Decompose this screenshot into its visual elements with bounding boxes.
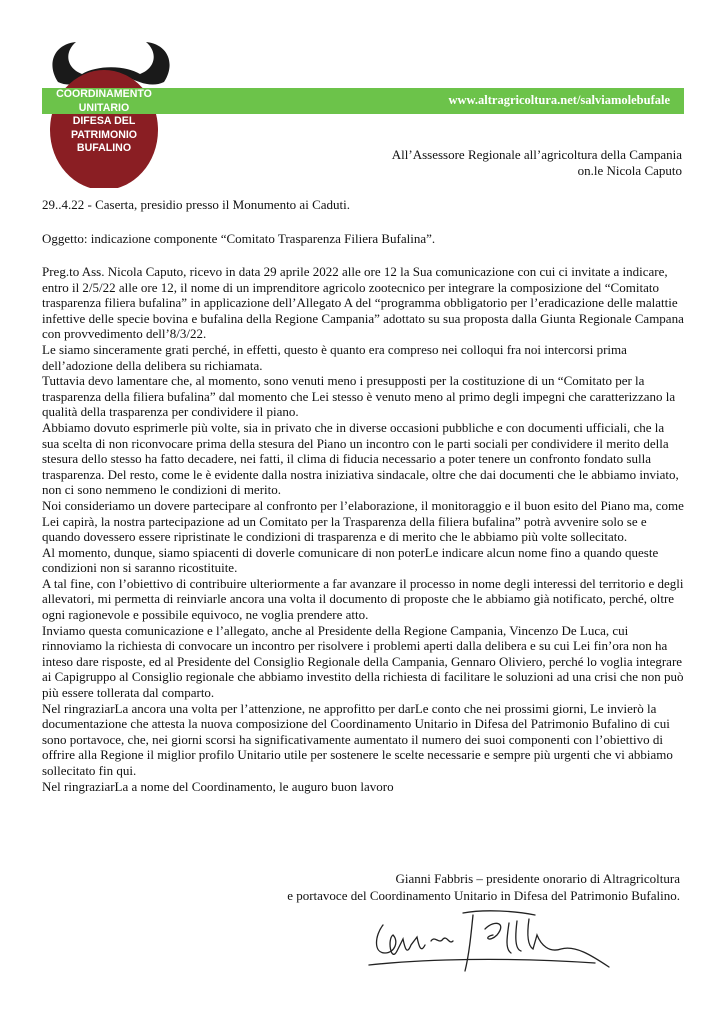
body-paragraph: Le siamo sinceramente grati perché, in effetti, questo è quanto era compreso nei colloqui fra noi intercorsi prima dell’adozione della delibera su richiamata. [42,341,627,373]
logo-line: BUFALINO [76,142,132,155]
body-paragraph: A tal fine, con l’obiettivo di contribuire ulteriormente a far avanzare il processo in nome degli interessi del territorio e degli allevatori, mi permetta di reinviarle ancora una volta il documento di proposte che le abbiamo già notificato, perché, oltre ogni ragionevole e possibile equivoco, ne voglia prendere atto. [42,575,684,623]
logo-line: COORDINAMENTO [56,88,152,100]
body-paragraph: Noi consideriamo un dovere partecipare al confronto per l’elaborazione, il monitoraggio e il buon esito del Piano ma, come Lei capirà, la nostra partecipazione ad un Comitato per la Trasparenza della filiera bufalina” potrà avvenire solo se e quando dovessero essere ripristinate le condizioni di trasparenza e di merito che le abbiamo più volte sollecitato. [42,497,684,545]
body-paragraph: Abbiamo dovuto esprimerle più volte, sia in privato che in diverse occasioni pubbliche e con documenti ufficiali, che la sua scelta di non riconvocare prima della stesura del Piano un incontro con le parti sociali per condividere il merito della stesura dello stesso ha fatto decadere, nei fatti, il clima di fiducia necessario a poter tenere un confronto fondato sulla trasparenza. Del resto, come le è evidente dalla nostra iniziativa sindacale, oltre che dai documenti che le abbiamo inviato, non ci sono nemmeno le condizioni di merito. [42,419,679,498]
recipient-address [392,147,682,179]
signature-block [287,870,680,904]
logo-line: DIFESA DEL [72,115,136,128]
signer-name: Gianni Fabbris – presidente onorario di Altragricoltura [395,871,680,886]
handwritten-signature [365,905,615,975]
recipient-name: on.le Nicola Caputo [577,163,682,178]
date-place: 29..4.22 - Caserta, presidio presso il Monumento ai Caduti. [42,197,350,212]
recipient-line: All’Assessore Regionale all’agricoltura della Campania [391,147,682,162]
signer-role: e portavoce del Coordinamento Unitario in Difesa del Patrimonio Bufalino. [287,888,680,903]
logo-line: PATRIMONIO [70,128,138,141]
logo-line: UNITARIO [78,101,130,114]
body-paragraph: Al momento, dunque, siamo spiacenti di doverle comunicare di non poterLe indicare alcun nome fino a quando queste condizioni non si saranno ricostituite. [42,544,659,576]
body-paragraph: Inviamo questa comunicazione e l’allegato, anche al Presidente della Regione Campania, Vincenzo De Luca, cui rinnoviamo la richiesta di convocare un incontro per risolvere i problemi aperti dalla delibera e su cui Lei fin’ora non ha inteso dare risposte, ed al Presidente del Consiglio Regionale della Campania, Gennaro Oliviero, perché lo voglia integrare ai Capigruppo al Consiglio regionale che abbiamo investito della richiesta di facilitare le soluzioni ad una crisi che non può più essere tollerata dal comparto. [42,622,684,701]
letter-body [42,264,684,794]
body-paragraph: Nel ringraziarLa ancora una volta per l’attenzione, ne approfitto per darLe conto che nei prossimi giorni, Le invierò la documentazione che attesta la nuova composizione del Coordinamento Unitario in Difesa del Patrimonio Bufalino di cui sono portavoce, che, nei giorni scorsi ha significativamente aumentato il numero dei suoi componenti con l’obiettivo di offrire alla Regione il miglior profilo Unitario utile per sostenere le scelte necessarie e sempre più urgenti che vi abbiamo sollecitato fin qui. [42,700,673,778]
body-paragraph: Preg.to Ass. Nicola Caputo, ricevo in data 29 aprile 2022 alle ore 12 la Sua comunicazione con cui ci invitate a indicare, entro il 2/5/22 alle ore 12, il nome di un imprenditore agricolo zootecnico per integrare la composizione del “Comitato trasparenza filiera bufalina” in applicazione dell’Allegato A del “programma obbligatorio per l’eradicazione delle malattie infettive delle specie bovina e bufalina della Regione Campania” adottato su sua proposta dalla Giunta Regionale Campana con provvedimento dell’8/3/22. [42,264,684,342]
subject-line: Oggetto: indicazione componente “Comitato Trasparenza Filiera Bufalina”. [42,231,436,246]
body-paragraph: Nel ringraziarLa a nome del Coordinamento, le auguro buon lavoro [42,778,394,794]
website-link[interactable]: www.altragricoltura.net/salviamolebufale [448,93,670,107]
logo-text [42,88,166,156]
body-paragraph: Tuttavia devo lamentare che, al momento, sono venuti meno i presupposti per la costituzione di un “Comitato per la trasparenza della filiera bufalina” dal momento che Lei stesso è venuto meno al primo degli impegni che caratterizzano la qualità della trasparenza per condividere il piano. [42,373,676,420]
